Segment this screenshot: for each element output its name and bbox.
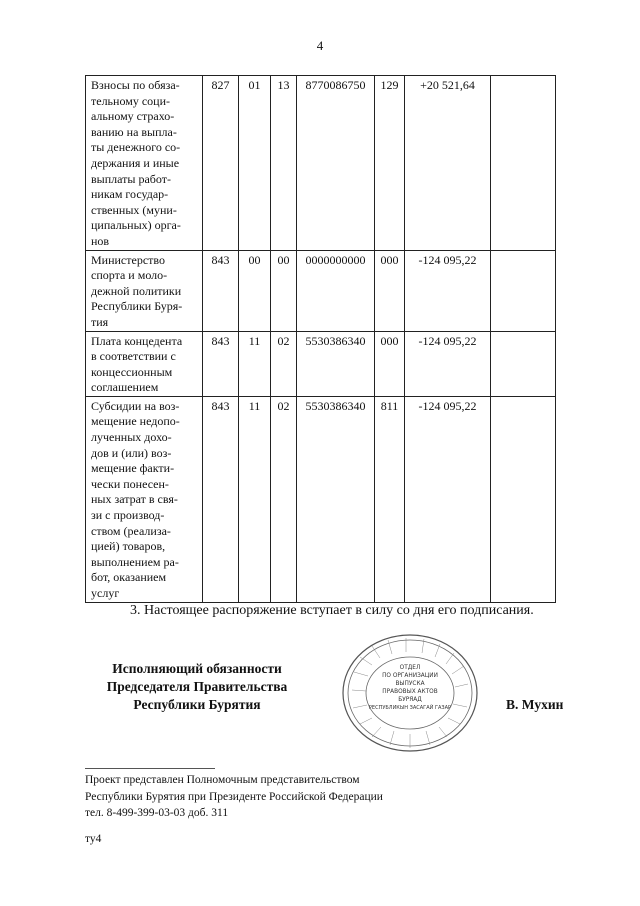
stamp-line: ВЫПУСКА: [395, 681, 425, 687]
footnote-divider: [85, 768, 215, 769]
expense-type-code: 000: [375, 250, 405, 331]
stamp-line: ОТДЕЛ: [399, 665, 421, 671]
section-code: 11: [239, 396, 271, 602]
signer-title-line: Исполняющий обязанности: [112, 661, 282, 676]
page-number: 4: [316, 38, 324, 53]
amount: +20 521,64: [405, 76, 491, 251]
empty-cell: [491, 331, 556, 396]
target-article-code: 8770086750: [297, 76, 375, 251]
amount: -124 095,22: [405, 331, 491, 396]
empty-cell: [491, 250, 556, 331]
section-code: 00: [239, 250, 271, 331]
subsection-code: 02: [271, 396, 297, 602]
signer-title-line: Председателя Правительства: [106, 679, 288, 694]
stamp-line: РЕСПУБЛИКЫН ЗАСАГАЙ ГАЗАР: [368, 705, 452, 711]
target-article-code: 5530386340: [297, 331, 375, 396]
expense-type-code: 811: [375, 396, 405, 602]
stamp-line: ПО ОРГАНИЗАЦИИ: [382, 673, 438, 679]
empty-cell: [491, 396, 556, 602]
amount: -124 095,22: [405, 250, 491, 331]
table-row: [86, 76, 556, 251]
row-name: Министерство спорта и моло- дежной политики Республики Буря- тия: [86, 250, 203, 331]
table-row: [86, 396, 556, 602]
footnote-line: Республики Бурятия при Президенте Российской Федерации: [85, 790, 383, 803]
target-article-code: 0000000000: [297, 250, 375, 331]
subsection-code: 02: [271, 331, 297, 396]
table-row: [86, 250, 556, 331]
row-name: Плата концедента в соответствии с концессионным соглашением: [86, 331, 203, 396]
clause-3: 3. Настоящее распоряжение вступает в силу со дня его подписания.: [130, 603, 534, 618]
expense-type-code: 000: [375, 331, 405, 396]
signer-name: В. Мухин: [506, 697, 564, 712]
stamp-line: ПРАВОВЫХ АКТОВ: [382, 689, 438, 695]
expense-type-code: 129: [375, 76, 405, 251]
subsection-code: 13: [271, 76, 297, 251]
ved-code: 843: [203, 396, 239, 602]
amount: -124 095,22: [405, 396, 491, 602]
signer-title-line: Республики Бурятия: [133, 697, 261, 712]
ved-code: 827: [203, 76, 239, 251]
footnote: [85, 772, 383, 822]
official-seal-stamp: [340, 632, 480, 754]
ved-code: 843: [203, 250, 239, 331]
empty-cell: [491, 76, 556, 251]
budget-table: [85, 75, 556, 603]
footnote-line: Проект представлен Полномочным представительством: [85, 774, 360, 786]
row-name: Субсидии на воз- мещение недопо- лученных дохо- дов и (или) воз- мещение факти- чески понесен- ных затрат в свя- зи с производ- ством (реализа- цией) товаров, выполнением ра- бот, оказанием услуг: [86, 396, 203, 602]
table-row: [86, 331, 556, 396]
row-name: Взносы по обяза- тельному соци- альному страхо- ванию на выпла- ты денежного со- держания и иные выплаты работ- никам государ- ственных (муни- ципальных) орга- нов: [86, 76, 203, 251]
document-code: ту4: [85, 833, 102, 845]
subsection-code: 00: [271, 250, 297, 331]
ved-code: 843: [203, 331, 239, 396]
target-article-code: 5530386340: [297, 396, 375, 602]
section-code: 01: [239, 76, 271, 251]
signer-title: [88, 660, 306, 714]
section-code: 11: [239, 331, 271, 396]
stamp-line: БУРЯАД: [398, 697, 422, 703]
footnote-line: тел. 8-499-399-03-03 доб. 311: [85, 807, 229, 819]
